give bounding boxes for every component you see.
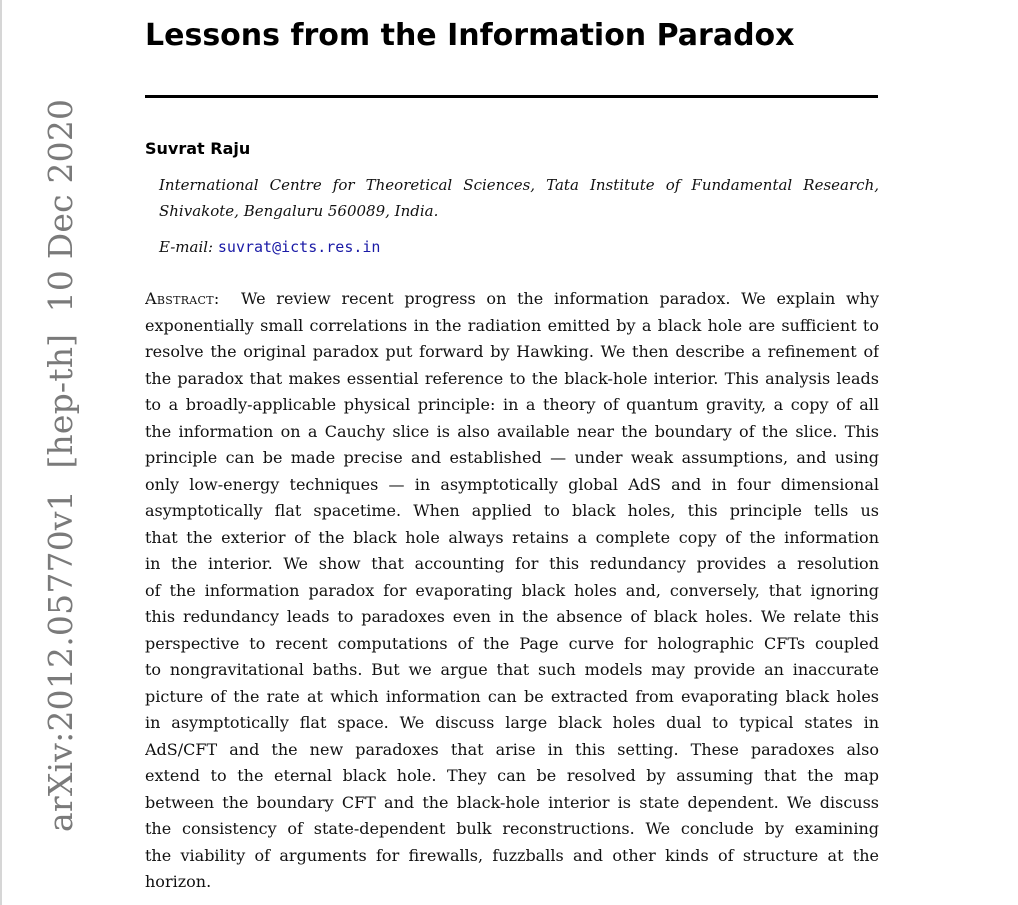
abstract-line: this redundancy leads to paradoxes even in the absence of black holes. We relate this	[145, 607, 879, 626]
email-link[interactable]: suvrat@icts.res.in	[217, 238, 381, 256]
paper-title: Lessons from the Information Paradox	[145, 18, 795, 53]
title-rule	[145, 95, 878, 98]
abstract-line: in the interior. We show that accounting for this redundancy provides a resolution	[145, 554, 879, 573]
author-affiliation: International Centre for Theoretical Sciences, Tata Institute of Fundamental Research, Shivakote, Bengaluru 560089, India.	[159, 176, 879, 220]
abstract-line: between the boundary CFT and the black-hole interior is state dependent. We discuss	[145, 792, 879, 812]
abstract-line: resolve the original paradox put forward by Hawking. We then describe a refinement of	[145, 342, 879, 361]
abstract-line: Abstract: We review recent progress on the information paradox. We explain why	[145, 289, 879, 308]
abstract-line: the viability of arguments for firewalls, fuzzballs and other kinds of structure at the	[145, 845, 879, 865]
abstract-line: the information on a Cauchy slice is also available near the boundary of the slice. This	[145, 421, 879, 441]
abstract-line: of the information paradox for evaporating black holes and, conversely, that ignoring	[145, 580, 879, 600]
arxiv-identifier-stamp: arXiv:2012.05770v1 [hep-th] 10 Dec 2020	[41, 98, 80, 832]
abstract-line: extend to the eternal black hole. They can be resolved by assuming that the map	[145, 766, 879, 785]
abstract-line: the paradox that makes essential reference to the black-hole interior. This analysis leads	[145, 368, 879, 388]
abstract-line: principle can be made precise and established — under weak assumptions, and using	[145, 448, 879, 467]
abstract-label: Abstract:	[145, 289, 220, 308]
abstract-line: picture of the rate at which information can be extracted from evaporating black holes	[145, 686, 879, 706]
author-name: Suvrat Raju	[145, 139, 251, 158]
abstract-line: perspective to recent computations of the Page curve for holographic CFTs coupled	[145, 633, 879, 653]
abstract-line: the consistency of state-dependent bulk reconstructions. We conclude by examining	[145, 819, 879, 838]
abstract-line: only low-energy techniques — in asymptotically global AdS and in four dimensional	[145, 474, 879, 494]
abstract-line: to a broadly-applicable physical principle: in a theory of quantum gravity, a copy of all	[145, 395, 879, 414]
abstract-line: exponentially small correlations in the radiation emitted by a black hole are sufficient to	[145, 315, 879, 335]
abstract	[145, 286, 879, 896]
email-label: E-mail:	[159, 238, 214, 256]
email-line	[159, 236, 380, 258]
abstract-line: horizon.	[145, 872, 212, 891]
page-left-edge	[0, 0, 2, 905]
abstract-line: in asymptotically flat space. We discuss large black holes dual to typical states in	[145, 713, 879, 732]
abstract-line: asymptotically flat spacetime. When applied to black holes, this principle tells us	[145, 501, 879, 520]
abstract-line: that the exterior of the black hole always retains a complete copy of the information	[145, 527, 879, 547]
abstract-line: AdS/CFT and the new paradoxes that arise in this setting. These paradoxes also	[145, 739, 879, 759]
abstract-line: to nongravitational baths. But we argue that such models may provide an inaccurate	[145, 660, 879, 679]
